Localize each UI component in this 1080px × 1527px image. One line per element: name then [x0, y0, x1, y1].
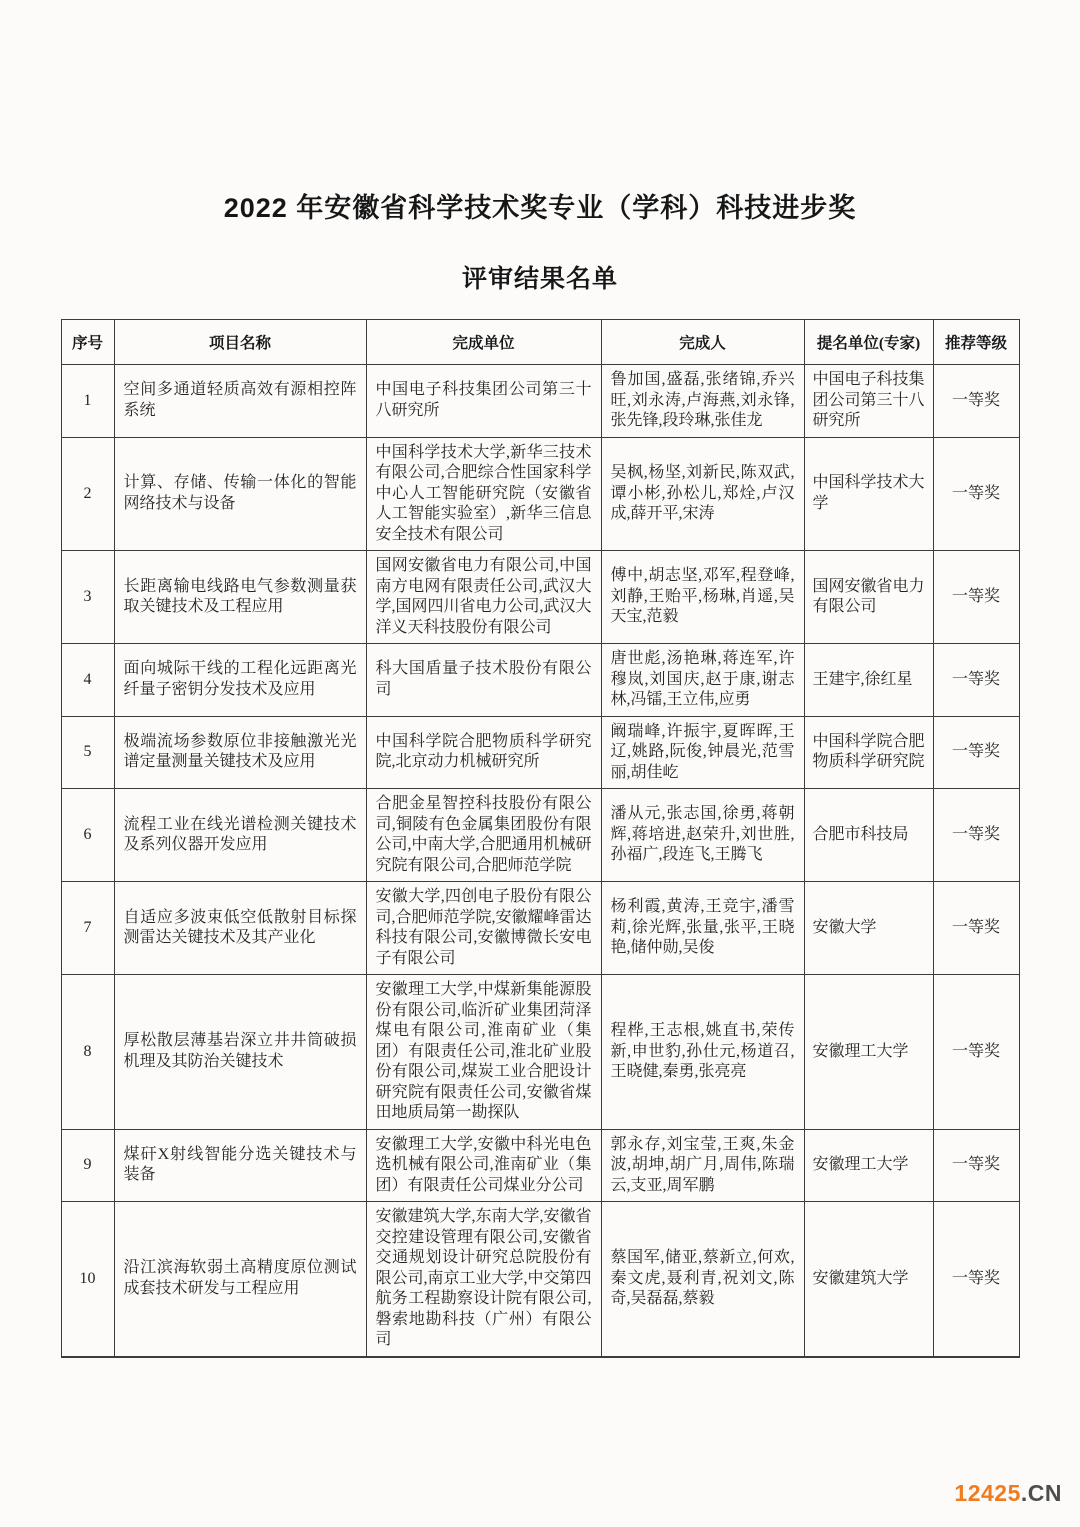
cell-no: 5	[61, 716, 114, 789]
cell-grade: 一等奖	[933, 551, 1019, 644]
cell-project: 计算、存储、传输一体化的智能网络技术与设备	[114, 437, 366, 551]
cell-nominator: 中国科学院合肥物质科学研究院	[804, 716, 933, 789]
cell-people: 傅中,胡志坚,邓军,程登峰,刘静,王贻平,杨琳,肖遥,吴天宝,范毅	[601, 551, 804, 644]
table-header-row	[61, 320, 1019, 365]
table-row	[61, 716, 1019, 789]
cell-no: 7	[61, 882, 114, 975]
header-units: 完成单位	[366, 320, 601, 365]
table-row	[61, 437, 1019, 551]
cell-nominator: 中国科学技术大学	[804, 437, 933, 551]
cell-nominator: 安徽大学	[804, 882, 933, 975]
cell-people: 蔡国军,储亚,蔡新立,何欢,秦文虎,聂利青,祝刘文,陈奇,吴磊磊,蔡毅	[601, 1202, 804, 1357]
header-people: 完成人	[601, 320, 804, 365]
cell-grade: 一等奖	[933, 975, 1019, 1130]
table-row	[61, 365, 1019, 438]
watermark-brand: 12425	[954, 1480, 1021, 1506]
cell-people: 吴枫,杨坚,刘新民,陈双武,谭小彬,孙松儿,郑烇,卢汉成,薛开平,宋涛	[601, 437, 804, 551]
cell-grade: 一等奖	[933, 716, 1019, 789]
cell-nominator: 中国电子科技集团公司第三十八研究所	[804, 365, 933, 438]
table-row	[61, 1202, 1019, 1357]
cell-people: 程桦,王志根,姚直书,荣传新,申世豹,孙仕元,杨道召,王晓健,秦勇,张亮亮	[601, 975, 804, 1130]
cell-people: 郭永存,刘宝莹,王爽,朱金波,胡坤,胡广月,周伟,陈瑞云,支亚,周军鹏	[601, 1129, 804, 1202]
cell-grade: 一等奖	[933, 437, 1019, 551]
cell-nominator: 安徽理工大学	[804, 1129, 933, 1202]
cell-units: 合肥金星智控科技股份有限公司,铜陵有色金属集团股份有限公司,中南大学,合肥通用机械研究院有限公司,合肥师范学院	[366, 789, 601, 882]
table-row	[61, 789, 1019, 882]
cell-project: 空间多通道轻质高效有源相控阵系统	[114, 365, 366, 438]
header-no: 序号	[61, 320, 114, 365]
table-row	[61, 644, 1019, 717]
header-grade: 推荐等级	[933, 320, 1019, 365]
page-subtitle: 评审结果名单	[461, 265, 618, 293]
table-row	[61, 975, 1019, 1130]
table-row	[61, 1129, 1019, 1202]
cell-people: 杨利霞,黄涛,王竞宇,潘雪莉,徐光辉,张量,张平,王晓艳,储仲勋,吴俊	[601, 882, 804, 975]
cell-no: 6	[61, 789, 114, 882]
header-project: 项目名称	[114, 320, 366, 365]
cell-project: 自适应多波束低空低散射目标探测雷达关键技术及其产业化	[114, 882, 366, 975]
cell-people: 鲁加国,盛磊,张绪锦,乔兴旺,刘永涛,卢海燕,刘永锋,张先锋,段玲琳,张佳龙	[601, 365, 804, 438]
cell-project: 面向城际干线的工程化远距离光纤量子密钥分发技术及应用	[114, 644, 366, 717]
cell-no: 4	[61, 644, 114, 717]
cell-units: 安徽理工大学,中煤新集能源股份有限公司,临沂矿业集团菏泽煤电有限公司,淮南矿业（集团）有限责任公司,淮北矿业股份有限公司,煤炭工业合肥设计研究院有限责任公司,安徽省煤田地质局第一勘探队	[366, 975, 601, 1130]
cell-no: 9	[61, 1129, 114, 1202]
cell-no: 8	[61, 975, 114, 1130]
cell-no: 2	[61, 437, 114, 551]
cell-units: 科大国盾量子技术股份有限公司	[366, 644, 601, 717]
cell-nominator: 安徽理工大学	[804, 975, 933, 1130]
award-results-table	[61, 319, 1020, 1358]
cell-grade: 一等奖	[933, 365, 1019, 438]
cell-project: 厚松散层薄基岩深立井井筒破损机理及其防治关键技术	[114, 975, 366, 1130]
cell-project: 流程工业在线光谱检测关键技术及系列仪器开发应用	[114, 789, 366, 882]
cell-nominator: 王建宇,徐红星	[804, 644, 933, 717]
cell-units: 国网安徽省电力有限公司,中国南方电网有限责任公司,武汉大学,国网四川省电力公司,武汉大洋义天科技股份有限公司	[366, 551, 601, 644]
cell-people: 潘从元,张志国,徐勇,蒋朝辉,蒋培进,赵荣升,刘世胜,孙福广,段连飞,王腾飞	[601, 789, 804, 882]
cell-people: 唐世彪,汤艳琳,蒋连军,许穆岚,刘国庆,赵于康,谢志林,冯镭,王立伟,应勇	[601, 644, 804, 717]
cell-nominator: 安徽建筑大学	[804, 1202, 933, 1357]
site-watermark	[954, 1480, 1062, 1507]
cell-units: 中国电子科技集团公司第三十八研究所	[366, 365, 601, 438]
cell-project: 沿江滨海软弱土高精度原位测试成套技术研发与工程应用	[114, 1202, 366, 1357]
cell-grade: 一等奖	[933, 789, 1019, 882]
cell-grade: 一等奖	[933, 644, 1019, 717]
cell-no: 1	[61, 365, 114, 438]
cell-project: 极端流场参数原位非接触激光光谱定量测量关键技术及应用	[114, 716, 366, 789]
cell-grade: 一等奖	[933, 1129, 1019, 1202]
cell-nominator: 合肥市科技局	[804, 789, 933, 882]
page-title: 2022 年安徽省科学技术奖专业（学科）科技进步奖	[223, 193, 857, 223]
watermark-suffix: .CN	[1020, 1480, 1062, 1506]
cell-grade: 一等奖	[933, 1202, 1019, 1357]
cell-grade: 一等奖	[933, 882, 1019, 975]
cell-project: 煤矸X射线智能分选关键技术与装备	[114, 1129, 366, 1202]
table-body	[61, 365, 1019, 1357]
cell-no: 10	[61, 1202, 114, 1357]
cell-units: 安徽大学,四创电子股份有限公司,合肥师范学院,安徽耀峰雷达科技有限公司,安徽博微长安电子有限公司	[366, 882, 601, 975]
header-nominator: 提名单位(专家)	[804, 320, 933, 365]
cell-project: 长距离输电线路电气参数测量获取关键技术及工程应用	[114, 551, 366, 644]
cell-units: 安徽理工大学,安徽中科光电色选机械有限公司,淮南矿业（集团）有限责任公司煤业分公司	[366, 1129, 601, 1202]
table-row	[61, 882, 1019, 975]
cell-nominator: 国网安徽省电力有限公司	[804, 551, 933, 644]
cell-people: 阚瑞峰,许振宇,夏晖晖,王辽,姚路,阮俊,钟晨光,范雪丽,胡佳屹	[601, 716, 804, 789]
table-row	[61, 551, 1019, 644]
cell-units: 中国科学技术大学,新华三技术有限公司,合肥综合性国家科学中心人工智能研究院（安徽省人工智能实验室）,新华三信息安全技术有限公司	[366, 437, 601, 551]
cell-units: 安徽建筑大学,东南大学,安徽省交控建设管理有限公司,安徽省交通规划设计研究总院股份有限公司,南京工业大学,中交第四航务工程勘察设计院有限公司,磐索地勘科技（广州）有限公司	[366, 1202, 601, 1357]
cell-no: 3	[61, 551, 114, 644]
cell-units: 中国科学院合肥物质科学研究院,北京动力机械研究所	[366, 716, 601, 789]
